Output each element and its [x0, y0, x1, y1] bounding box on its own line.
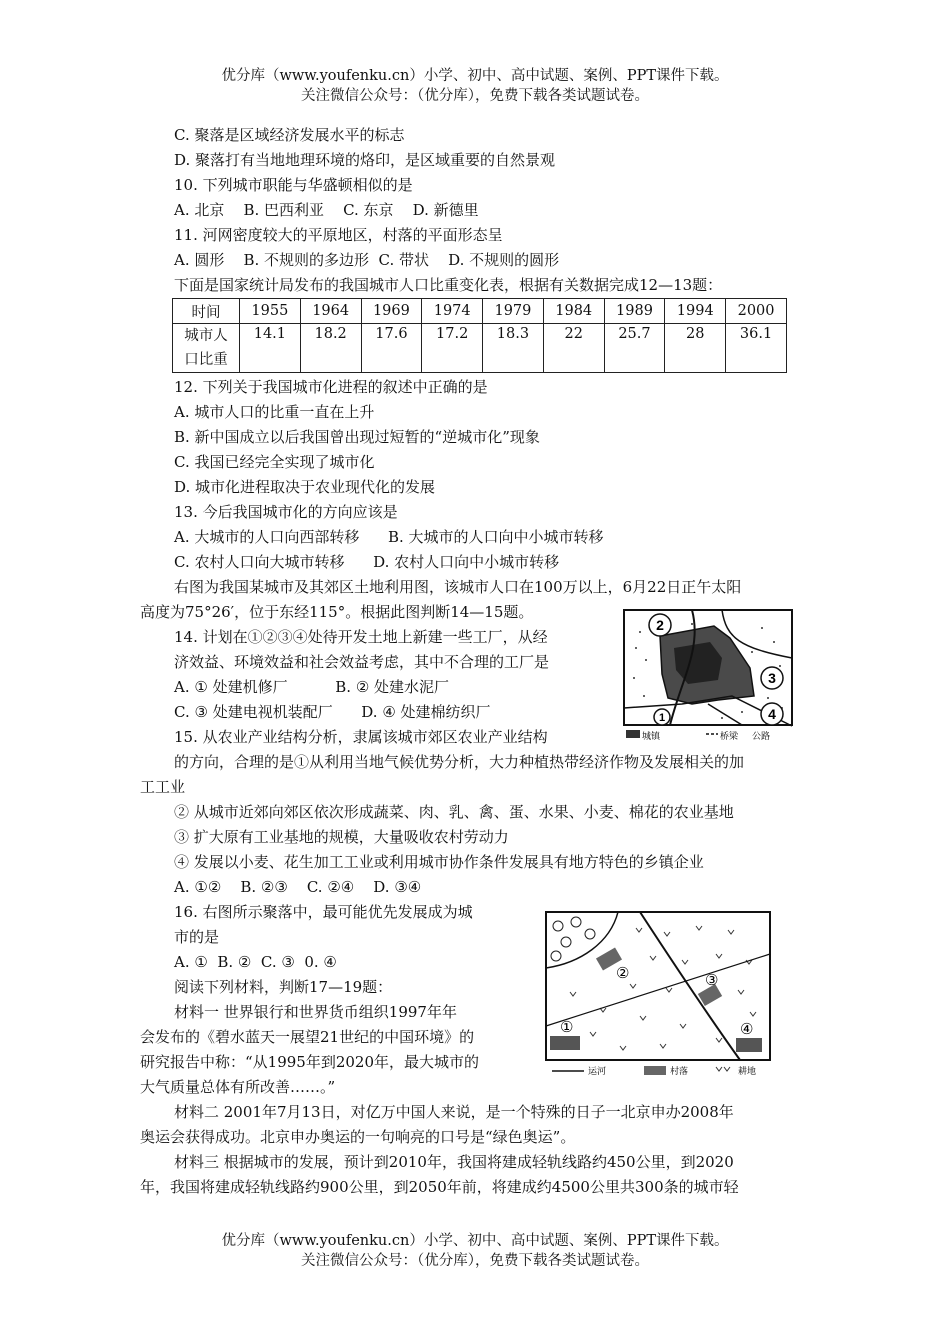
options-14ab: A. ① 处建机修厂 B. ② 处建水泥厂 [174, 678, 450, 696]
table-row-ratio [173, 324, 787, 373]
page-header [0, 66, 950, 106]
header-line-1: 优分库（www.youfenku.cn）小学、初中、高中试题、案例、PPT课件下载。 [221, 68, 729, 84]
village-1 [550, 1036, 580, 1050]
table-cell-year: 1989 [604, 299, 665, 324]
intro-14-line1: 右图为我国某城市及其郊区土地利用图，该城市人口在100万以上，6月22日正午太阳 [174, 578, 742, 596]
village-4 [736, 1038, 762, 1052]
material-1-line3: 研究报告中称：“从1995年到2020年，最大城市的 [140, 1053, 480, 1071]
options-13ab: A. 大城市的人口向西部转移 B. 大城市的人口向中小城市转移 [174, 528, 604, 546]
options-16: A. ① B. ② C. ③ 0. ④ [174, 953, 337, 971]
page-footer [0, 1231, 950, 1271]
table-header-ratio-line2: 口比重 [184, 352, 228, 368]
table-header-ratio [173, 324, 240, 373]
material-3-line1: 材料三 根据城市的发展，预计到2010年，我国将建成轻轨线路约450公里，到2020 [174, 1153, 734, 1171]
settlement-map [540, 908, 776, 1078]
option-12d: D. 城市化进程取决于农业现代化的发展 [174, 478, 436, 496]
options-14cd: C. ③ 处建电视机装配厂 D. ④ 处建棉纺织厂 [174, 703, 491, 721]
table-cell-value: 22 [543, 324, 604, 373]
question-16-line1: 16. 右图所示聚落中，最可能优先发展成为城 [174, 903, 473, 921]
table-cell-year: 1994 [665, 299, 726, 324]
material-1-line4: 大气质量总体有所改善……。” [140, 1078, 336, 1096]
option-9c: C. 聚落是区域经济发展水平的标志 [174, 126, 405, 144]
question-12: 12. 下列关于我国城市化进程的叙述中正确的是 [174, 378, 488, 396]
table-cell-value: 18.2 [300, 324, 361, 373]
option-12b: B. 新中国成立以后我国曾出现过短暂的“逆城市化”现象 [174, 428, 540, 446]
table-cell-value: 14.1 [240, 324, 301, 373]
options-10: A. 北京 B. 巴西利亚 C. 东京 D. 新德里 [174, 201, 479, 219]
material-2-line2: 奥运会获得成功。北京申办奥运的一句响亮的口号是“绿色奥运”。 [140, 1128, 576, 1146]
material-3-line2: 年，我国将建成轻轨线路约900公里，到2050年前，将建成约4500公里共300条的城市轻 [140, 1178, 739, 1196]
legend-bridge-label: 桥梁 [720, 732, 739, 742]
question-15-line3: 工工业 [140, 778, 186, 796]
table-cell-year: 1974 [422, 299, 483, 324]
options-15: A. ①② B. ②③ C. ②④ D. ③④ [174, 878, 422, 896]
table-cell-value: 17.6 [361, 324, 422, 373]
table-cell-value: 18.3 [483, 324, 544, 373]
question-10: 10. 下列城市职能与华盛顿相似的是 [174, 176, 413, 194]
question-11: 11. 河网密度较大的平原地区，村落的平面形态呈 [174, 226, 503, 244]
option-12a: A. 城市人口的比重一直在上升 [174, 403, 375, 421]
statement-15-3: ③ 扩大原有工业基地的规模，大量吸收农村劳动力 [174, 828, 509, 846]
table-intro: 下面是国家统计局发布的我国城市人口比重变化表，根据有关数据完成12—13题： [174, 276, 723, 294]
question-15-line1: 15. 从农业产业结构分析，隶属该城市郊区农业产业结构 [174, 728, 548, 746]
marker-1-label: ① [560, 1018, 574, 1036]
table-header-ratio-line1: 城市人 [184, 328, 228, 344]
question-14-line1: 14. 计划在①②③④处待开发土地上新建一些工厂，从经 [174, 628, 548, 646]
statement-15-2: ② 从城市近郊向郊区依次形成蔬菜、肉、乳、禽、蛋、水果、小麦、棉花的农业基地 [174, 803, 734, 821]
table-cell-value: 17.2 [422, 324, 483, 373]
reading-intro: 阅读下列材料，判断17—19题： [174, 978, 393, 996]
legend-village-swatch [644, 1066, 666, 1075]
table-cell-year: 1984 [543, 299, 604, 324]
options-13cd: C. 农村人口向大城市转移 D. 农村人口向中小城市转移 [174, 553, 560, 571]
statement-15-4: ④ 发展以小麦、花生加工工业或利用城市协作条件发展具有地方特色的乡镇企业 [174, 853, 704, 871]
table-cell-year: 2000 [726, 299, 787, 324]
legend-city-swatch [626, 730, 640, 738]
table-cell-year: 1979 [483, 299, 544, 324]
table-cell-year: 1964 [300, 299, 361, 324]
marker-3-label: 3 [768, 670, 776, 686]
footer-line-1: 优分库（www.youfenku.cn）小学、初中、高中试题、案例、PPT课件下载。 [221, 1233, 729, 1249]
options-11: A. 圆形 B. 不规则的多边形 C. 带状 D. 不规则的圆形 [174, 251, 560, 269]
legend-city-label: 城镇 [642, 732, 661, 742]
question-14-line2: 济效益、环境效益和社会效益考虑，其中不合理的工厂是 [174, 653, 550, 671]
question-13: 13. 今后我国城市化的方向应该是 [174, 503, 398, 521]
urban-population-table [172, 298, 787, 373]
question-16-line2: 市的是 [174, 928, 220, 946]
marker-3-label: ③ [705, 971, 719, 989]
legend-canal-label: 运河 [588, 1067, 607, 1077]
legend-farm-label: 耕地 [738, 1067, 757, 1077]
marker-2-label: 2 [656, 617, 664, 633]
table-row-year [173, 299, 787, 324]
table-cell-value: 28 [665, 324, 726, 373]
table-cell-value: 36.1 [726, 324, 787, 373]
table-cell-value: 25.7 [604, 324, 665, 373]
table-cell-year: 1955 [240, 299, 301, 324]
material-1-line1: 材料一 世界银行和世界货币组织1997年年 [174, 1003, 457, 1021]
legend-road-label: 公路 [752, 732, 771, 742]
marker-4-label: ④ [740, 1020, 754, 1038]
material-2-line1: 材料二 2001年7月13日，对亿万中国人来说，是一个特殊的日子一北京申办2008年 [174, 1103, 734, 1121]
option-12c: C. 我国已经完全实现了城市化 [174, 453, 375, 471]
material-1-line2: 会发布的《碧水蓝天一展望21世纪的中国环境》的 [140, 1028, 475, 1046]
city-land-use-map [622, 608, 794, 742]
marker-2-label: ② [616, 964, 630, 982]
header-line-2: 关注微信公众号：（优分库），免费下载各类试题试卷。 [301, 88, 649, 104]
marker-4-label: 4 [768, 706, 776, 722]
marker-1-label: 1 [658, 712, 666, 724]
option-9d: D. 聚落打有当地地理环境的烙印，是区域重要的自然景观 [174, 151, 556, 169]
legend-village-label: 村落 [670, 1067, 689, 1077]
question-15-line2: 的方向，合理的是①从利用当地气候优势分析，大力种植热带经济作物及发展相关的加 [174, 753, 745, 771]
footer-line-2: 关注微信公众号：（优分库），免费下载各类试题试卷。 [301, 1253, 649, 1269]
intro-14-line2: 高度为75°26′，位于东经115°。根据此图判断14—15题。 [140, 603, 534, 621]
legend-farm-swatch [716, 1067, 730, 1071]
table-header-time: 时间 [173, 299, 240, 324]
table-cell-year: 1969 [361, 299, 422, 324]
